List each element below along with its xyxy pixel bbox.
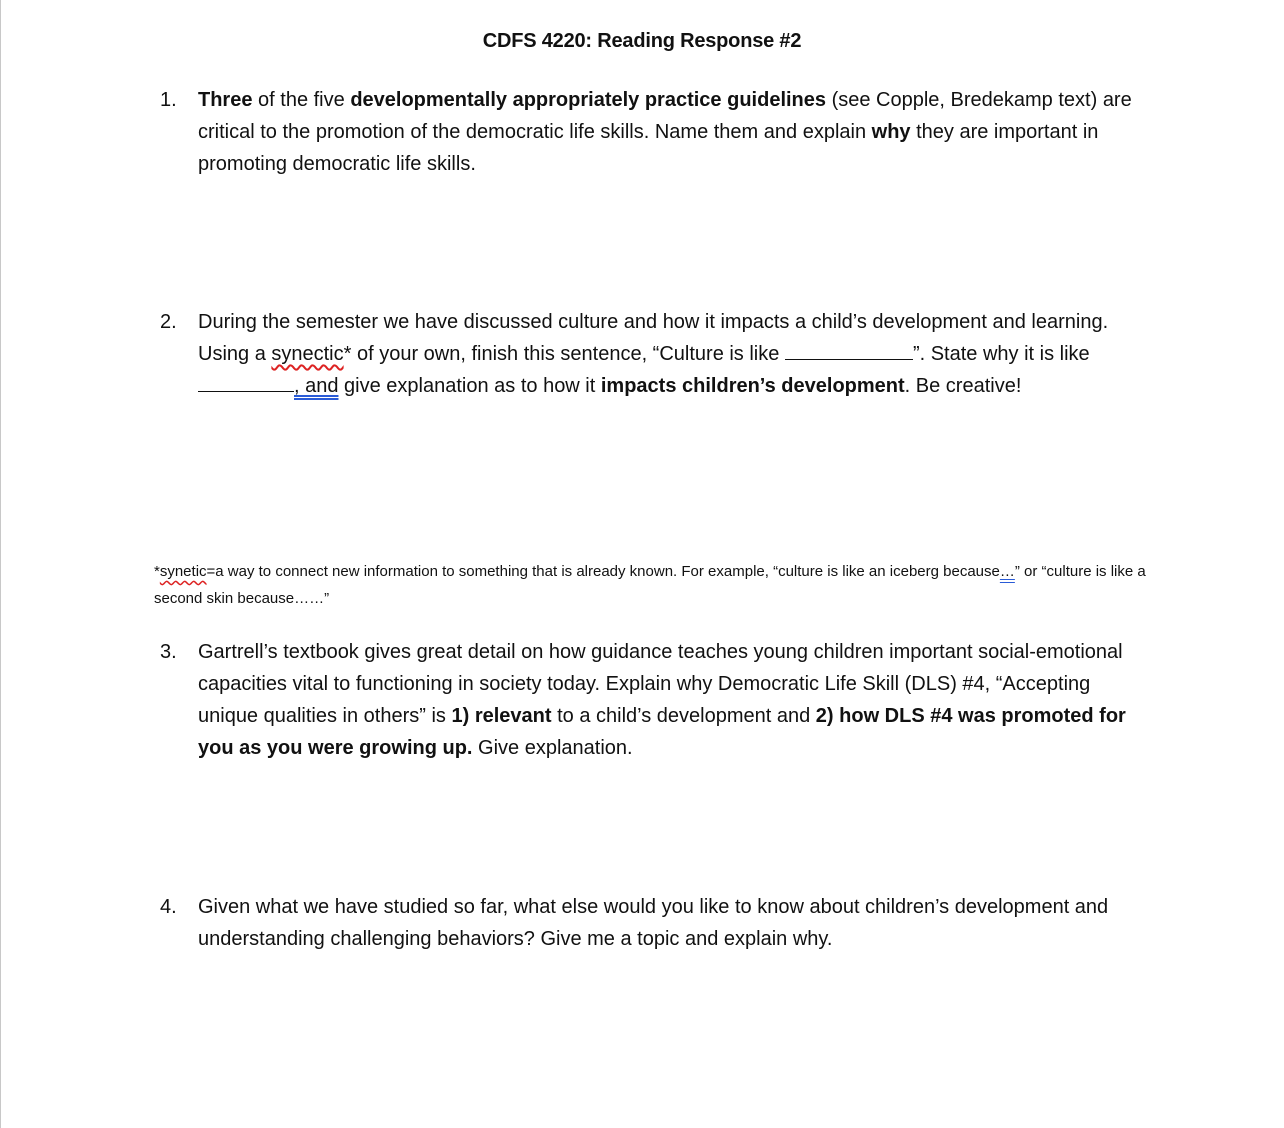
- bold-text: impacts children’s development: [600, 375, 905, 397]
- question-number: 1.: [160, 89, 177, 111]
- text: . Be creative!: [904, 375, 1022, 397]
- text: * of your own, finish this sentence, “Culture is like: [343, 343, 785, 365]
- question-4: [160, 891, 1135, 955]
- bold-text: developmentally appropriately practice guidelines: [350, 89, 827, 111]
- text: Give explanation.: [472, 737, 633, 759]
- text: to a child’s development and: [551, 705, 816, 727]
- bold-text: why: [871, 121, 911, 143]
- question-text: [198, 306, 1135, 402]
- grammar-flag[interactable]: …: [999, 563, 1015, 580]
- text: During the semester we have discussed culture and how it impacts a child’s development and learning. Using a: [198, 311, 1109, 365]
- footnote-star: *: [154, 563, 160, 580]
- synetic-footnote: [154, 558, 1154, 612]
- spellcheck-word[interactable]: synetic: [159, 563, 207, 580]
- question-2: [160, 306, 1135, 402]
- question-number: 3.: [160, 641, 177, 663]
- text: give explanation as to how it: [338, 375, 601, 397]
- answer-blank: [785, 341, 913, 360]
- text: (see Copple, Bredekamp text) are critical to the promotion of the democratic life skills. Name them and explain: [198, 89, 1132, 143]
- text: of the five: [252, 89, 351, 111]
- question-number: 2.: [160, 311, 177, 333]
- bold-text: Three: [198, 89, 253, 111]
- text: ”. State why it is like: [912, 343, 1090, 365]
- text: they are important in promoting democratic life skills.: [198, 121, 1099, 175]
- question-1: [160, 84, 1135, 180]
- bold-text: 1) relevant: [451, 705, 552, 727]
- question-number: 4.: [160, 896, 177, 918]
- question-text: [198, 636, 1135, 764]
- grammar-flag[interactable]: , and: [294, 375, 339, 397]
- text: =a way to connect new information to something that is already known. For example, “culture is like an iceberg because: [206, 563, 1000, 580]
- document-title: CDFS 4220: Reading Response #2: [482, 30, 802, 52]
- question-text: [198, 84, 1135, 180]
- text: ” or “culture is like a second skin because……”: [154, 563, 1146, 607]
- text: Gartrell’s textbook gives great detail on how guidance teaches young children important social-emotional capacities vital to functioning in society today. Explain why Democratic Life Skill (DLS) #4, “Accepting unique qualities in others” is: [198, 641, 1123, 727]
- bold-text: 2) how DLS #4 was promoted for you as you were growing up.: [198, 705, 1126, 759]
- page-edge: [0, 0, 1, 1128]
- question-text: Given what we have studied so far, what else would you like to know about children’s development and understanding challenging behaviors? Give me a topic and explain why.: [198, 896, 1109, 950]
- answer-blank: [198, 373, 294, 392]
- spellcheck-word[interactable]: synectic: [271, 343, 344, 365]
- question-3: [160, 636, 1135, 764]
